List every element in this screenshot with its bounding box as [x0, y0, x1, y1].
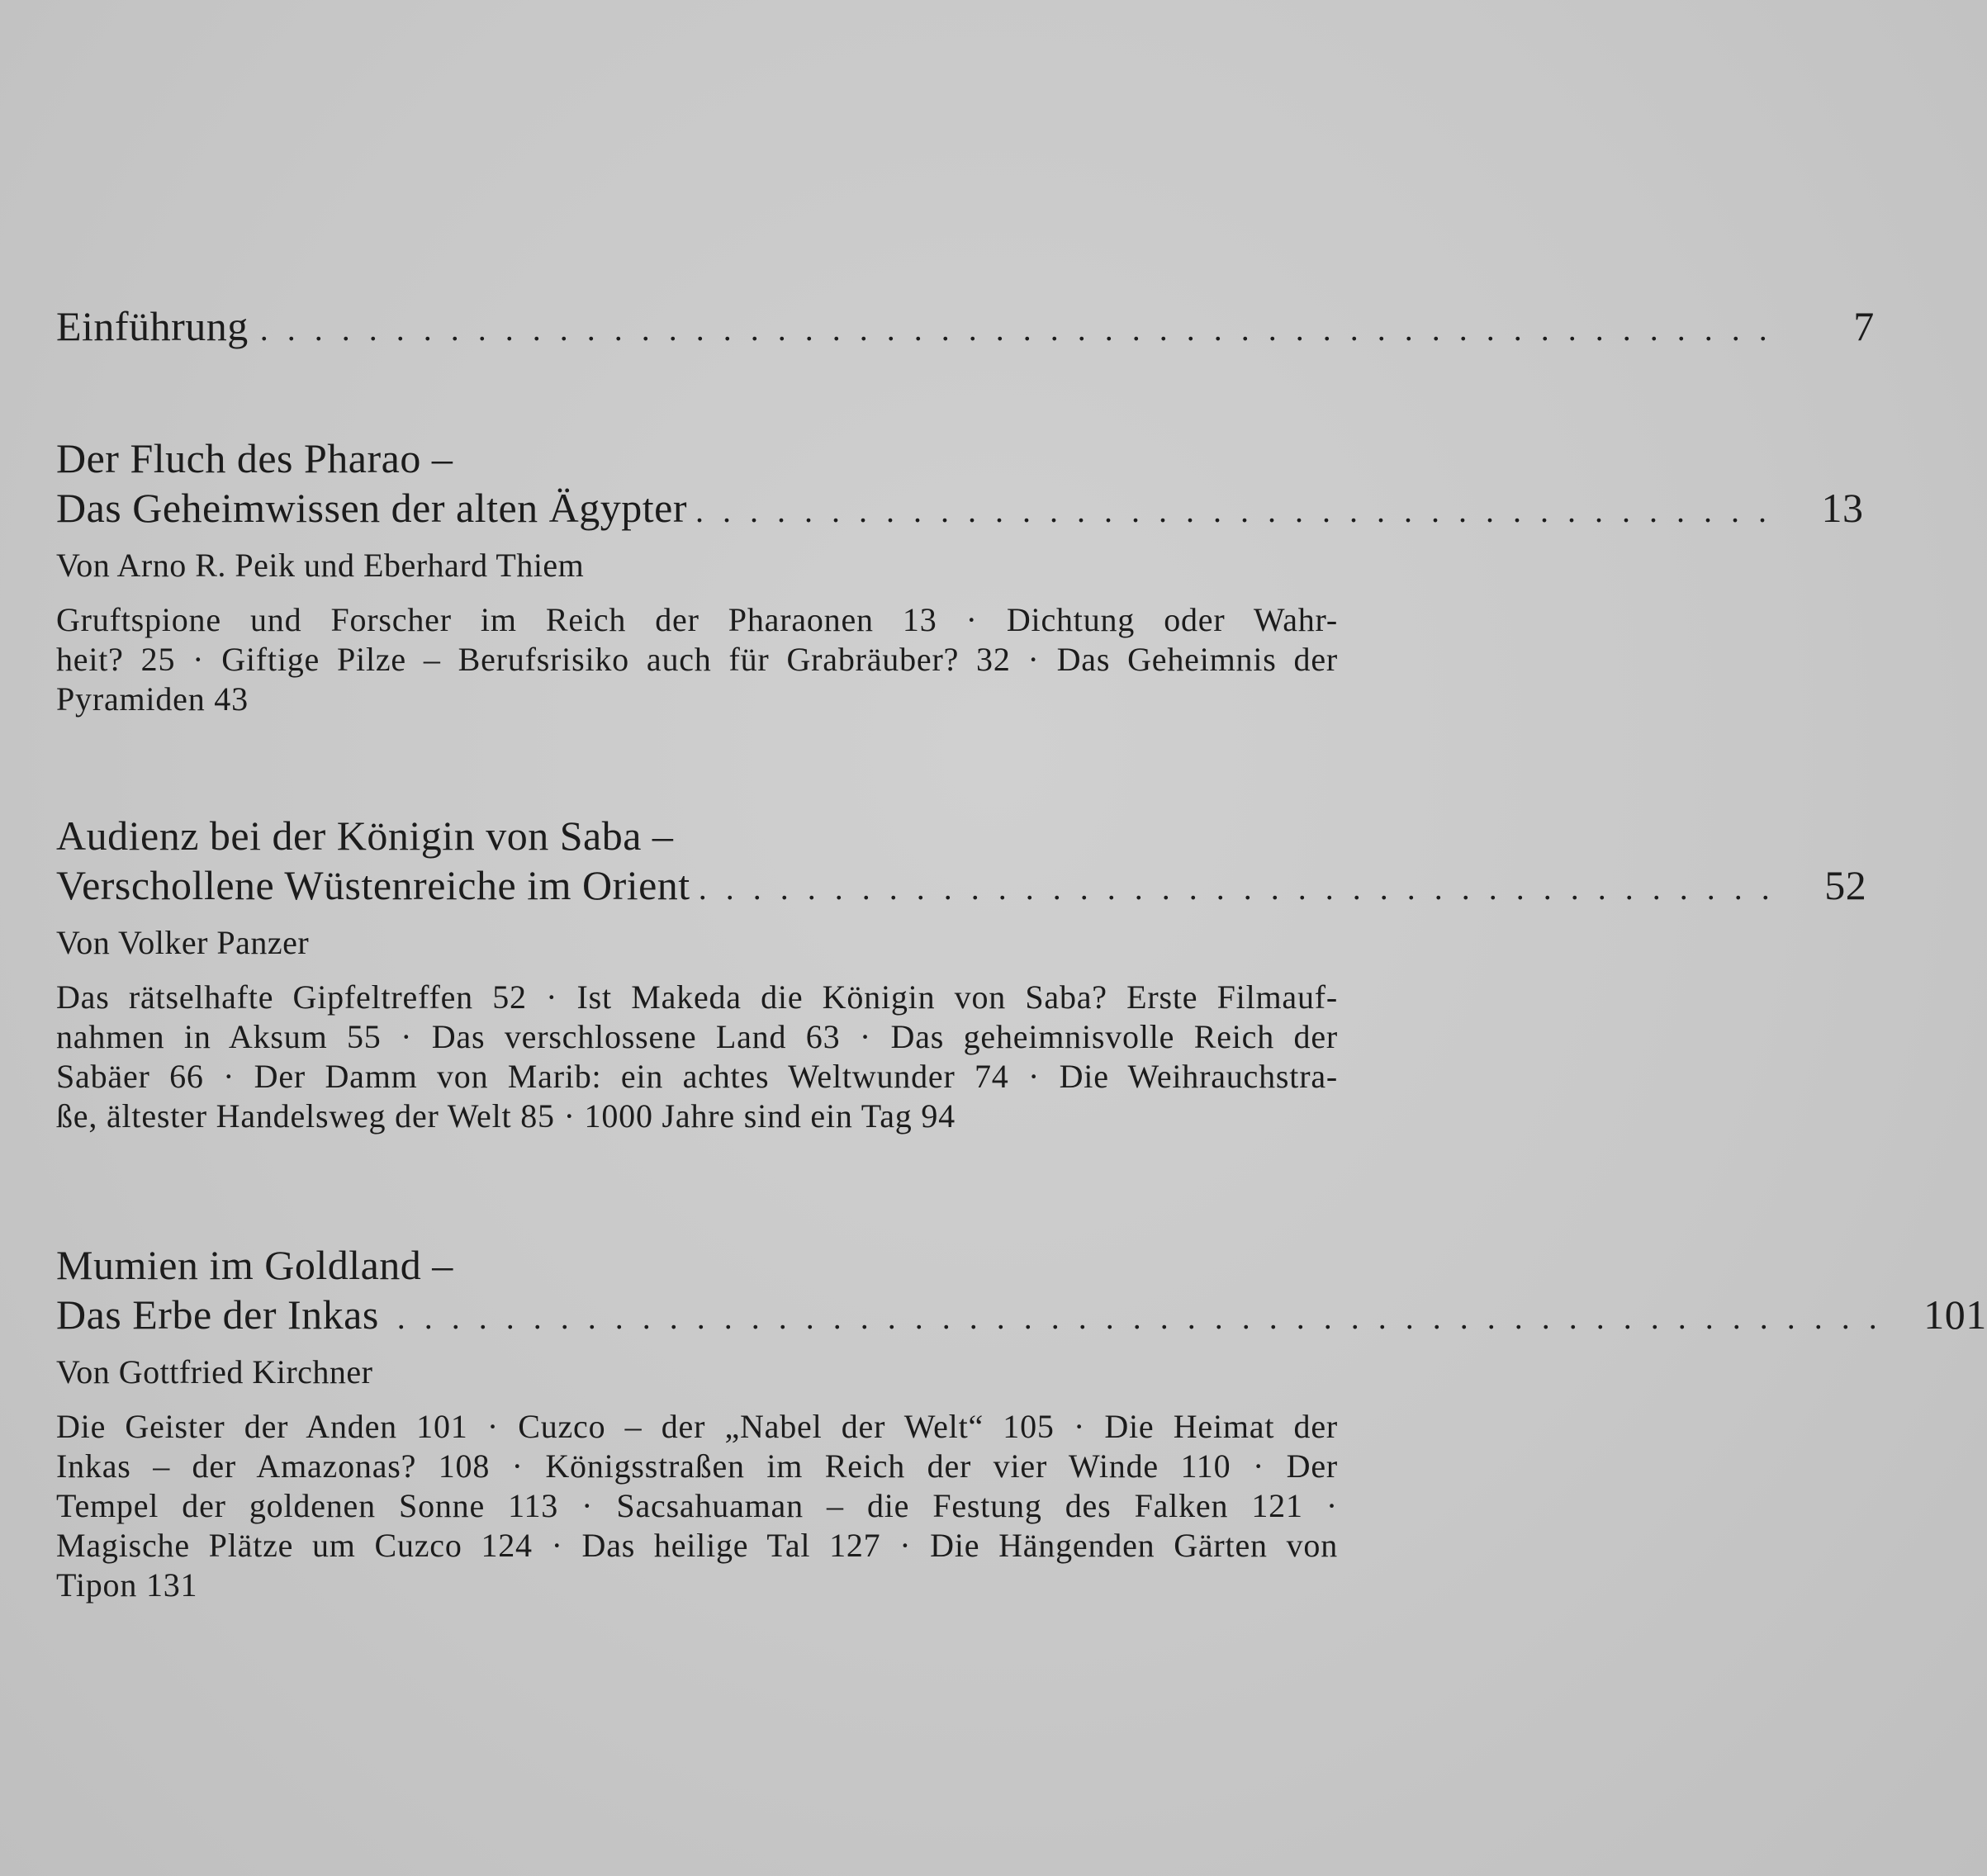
chapter-title-line2 — [56, 860, 1867, 913]
toc-entry-chapter — [56, 811, 1867, 1136]
chapter-summary — [56, 978, 1338, 1136]
summary-line: Die Geister der Anden 101 · Cuzco – der „Nabel der Welt“ 105 · Die Heimat der — [56, 1408, 1338, 1445]
chapter-title-line1: Audienz bei der Königin von Saba – — [56, 812, 674, 859]
dot-leader: . . . . . . . . . . . . . . . . . . . . . . . . . . . . . . . . . . . . . . . . . . . . . . . . . . . . . . . . — [259, 310, 1773, 348]
entry-title: Einführung — [56, 303, 249, 349]
summary-line: Das rätselhafte Gipfeltreffen 52 · Ist Makeda die Königin von Saba? Erste Filmauf- — [56, 978, 1338, 1016]
summary-line: heit? 25 · Giftige Pilze – Berufsrisiko auch für Grabräuber? 32 · Das Geheimnis der — [56, 641, 1338, 678]
chapter-author: Von Arno R. Peik und Eberhard Thiem — [56, 547, 585, 584]
summary-line: Gruftspione und Forscher im Reich der Pharaonen 13 · Dichtung oder Wahr- — [56, 601, 1338, 638]
chapter-summary — [56, 1407, 1338, 1605]
summary-line: Tempel der goldenen Sonne 113 · Sacsahuaman – die Festung des Falken 121 · — [56, 1487, 1338, 1524]
chapter-title-line2 — [56, 1290, 1987, 1343]
chapter-title-line1: Mumien im Goldland – — [56, 1242, 453, 1288]
chapter-author: Von Gottfried Kirchner — [56, 1353, 373, 1390]
summary-line: Inkas – der Amazonas? 108 · Königsstraßen im Reich der vier Winde 110 · Der — [56, 1447, 1338, 1485]
summary-line: nahmen in Aksum 55 · Das verschlossene Land 63 · Das geheimnisvolle Reich der — [56, 1018, 1338, 1055]
chapter-title: Das Erbe der Inkas — [56, 1291, 379, 1338]
page-number: 7 — [1853, 303, 1875, 349]
chapter-title-line2 — [56, 483, 1864, 536]
chapter-summary — [56, 600, 1338, 719]
summary-line: Magische Plätze um Cuzco 124 · Das heilige Tal 127 · Die Hängenden Gärten von — [56, 1527, 1338, 1564]
page-number: 101 — [1923, 1291, 1987, 1338]
summary-line: Sabäer 66 · Der Damm von Marib: ein achtes Weltwunder 74 · Die Weihrauchstra- — [56, 1058, 1338, 1095]
page-number: 52 — [1824, 862, 1867, 908]
chapter-title: Verschollene Wüstenreiche im Orient — [56, 862, 690, 908]
summary-line: ße, ältester Handelsweg der Welt 85 · 1000 Jahre sind ein Tag 94 — [56, 1097, 956, 1135]
chapter-title-line1: Der Fluch des Pharao – — [56, 435, 453, 481]
dot-leader: . . . . . . . . . . . . . . . . . . . . . . . . . . . . . . . . . . . . . . . . . . . . . . . . . . . . . . . — [396, 1299, 1883, 1336]
chapter-title: Das Geheimwissen der alten Ägypter — [56, 485, 687, 531]
dot-leader: . . . . . . . . . . . . . . . . . . . . . . . . . . . . . . . . . . . . . . . . — [695, 492, 1772, 529]
summary-line: Pyramiden 43 — [56, 680, 249, 718]
toc-entry-chapter — [56, 433, 1864, 719]
summary-line: Tipon 131 — [56, 1566, 198, 1604]
toc-entry-intro — [56, 301, 1875, 354]
chapter-author: Von Volker Panzer — [56, 924, 310, 961]
page-number: 13 — [1821, 485, 1864, 531]
toc-entry-chapter — [56, 1240, 1987, 1605]
toc-entry-title-line — [56, 301, 1875, 354]
dot-leader: . . . . . . . . . . . . . . . . . . . . . . . . . . . . . . . . . . . . . . . . — [698, 869, 1776, 907]
